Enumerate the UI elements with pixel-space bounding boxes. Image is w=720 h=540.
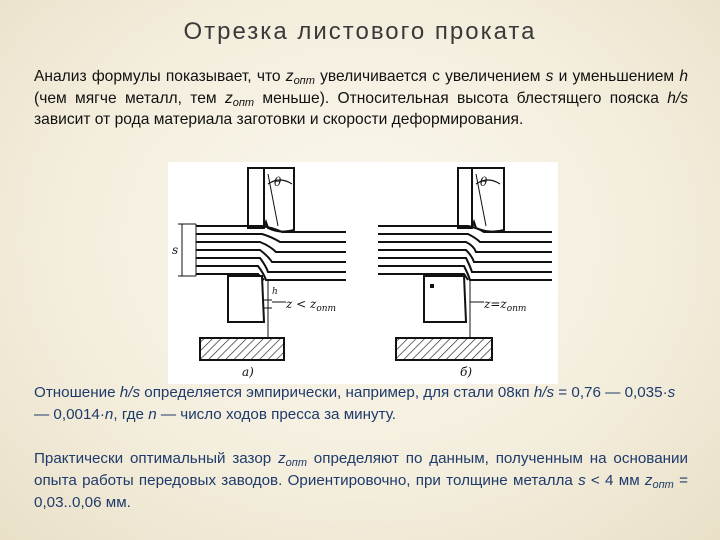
upper-knife-a xyxy=(248,168,294,232)
condition-label-a: $z < z_{опт}$ xyxy=(286,297,337,314)
condition-label-b: $z=z_{опт}$ xyxy=(484,297,527,314)
slide-title: Отрезка листового проката xyxy=(183,18,537,45)
shearing-diagram xyxy=(168,162,558,384)
theta-label-a: θ xyxy=(274,175,282,189)
paragraph-empirical-ratio: Отношение h/s определяется эмпирически, например, для стали 08кп h/s = 0,76 — 0,035·s — 0,0014·n, где n — число ходов пресса за минуту. xyxy=(34,384,676,423)
s-dimension-label: s xyxy=(172,243,179,257)
lower-knife-b xyxy=(424,276,466,322)
diagram-a xyxy=(172,168,346,379)
diagram-b xyxy=(378,168,552,379)
caption-b: б) xyxy=(460,365,473,379)
caption-a: а) xyxy=(242,365,254,379)
lower-knife-a xyxy=(228,276,264,322)
theta-label-b: θ xyxy=(480,175,488,189)
h-dimension-label: h xyxy=(272,287,278,297)
paragraph-optimal-gap: Практически оптимальный зазор $z_{опт}$ определяют по данным, полученным на основании опыта работы передовых заводов. Ориентировочно, при толщине металла s < 4 мм $z_{опт} = 0,03..0,06$ мм. xyxy=(34,450,688,511)
paragraph-formula-analysis: Анализ формулы показывает, что $z_{опт}$ увеличивается с увеличением s и уменьшением h (чем мягче металл, тем $z_{опт}$ меньше). Относительная высота блестящего пояска h/s зависит от рода материала заготовки и скорости деформирования. xyxy=(34,68,689,128)
